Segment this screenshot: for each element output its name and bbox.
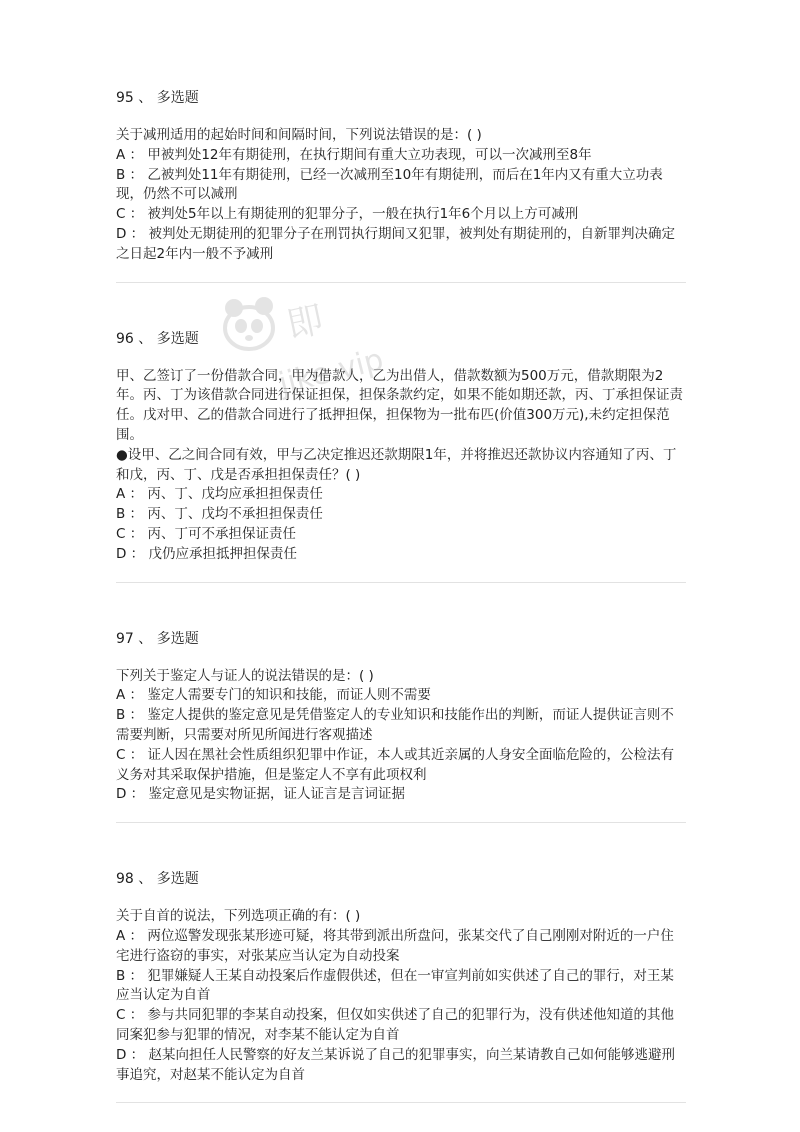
question-stem: 甲、乙签订了一份借款合同，甲为借款人，乙为出借人，借款数额为500万元，借款期限为2年。丙、丁为该借款合同进行保证担保，担保条款约定，如果不能如期还款，丙、丁承担保证责任。戊对甲、乙的借款合同进行了抵押担保，担保物为一批布匹(价值300万元),未约定担保范围。: [116, 367, 683, 443]
question-95: [116, 88, 686, 283]
question-header: 96 、 多选题: [116, 330, 199, 347]
option-c: C ： 被判处5年以上有期徒刑的犯罪分子，一般在执行1年6个月以上方可减刑: [116, 206, 579, 223]
question-96: [116, 329, 686, 583]
divider: [116, 1102, 686, 1103]
option-c: C ： 证人因在黑社会性质组织犯罪中作证，本人或其近亲属的人身安全面临危险的，公检法有义务对其采取保护措施，但是鉴定人不享有此项权利: [116, 746, 675, 783]
watermark-text-url: jike.vip: [275, 342, 387, 402]
divider: [116, 582, 686, 583]
option-b: B ： 鉴定人提供的鉴定意见是凭借鉴定人的专业知识和技能作出的判断，而证人提供证言则不需要判断，只需要对所见所闻进行客观描述: [116, 707, 674, 743]
option-d: D ： 戊仍应承担抵押担保责任: [116, 545, 297, 562]
question-header: 98 、 多选题: [116, 871, 199, 888]
divider: [116, 822, 686, 823]
question-list: [116, 88, 686, 1103]
question-97: [116, 629, 686, 824]
option-b: B ： 犯罪嫌疑人王某自动投案后作虚假供述，但在一审宣判前如实供述了自己的罪行，对王某应当认定为自首: [116, 967, 674, 1004]
option-b: B ： 乙被判处11年有期徒刑，已经一次减刑至10年有期徒刑，而后在1年内又有重大立功表现，仍然不可以减刑: [116, 166, 663, 203]
question-stem: 关于减刑适用的起始时间和间隔时间，下列说法错误的是：( ): [116, 127, 482, 143]
option-d: D ： 赵某向担任人民警察的好友兰某诉说了自己的犯罪事实，向兰某请教自己如何能够逃避刑事追究，对赵某不能认定为自首: [116, 1046, 675, 1083]
option-c: C ： 丙、丁可不承担保证责任: [116, 525, 297, 542]
option-d: D ： 鉴定意见是实物证据，证人证言是言词证据: [116, 786, 405, 803]
watermark-text-cn: 即: [283, 299, 328, 347]
question-stem: 下列关于鉴定人与证人的说法错误的是：( ): [116, 667, 374, 684]
question-header: 95 、 多选题: [116, 90, 199, 106]
option-a: A ： 鉴定人需要专门的知识和技能，而证人则不需要: [116, 687, 431, 704]
question-98: [116, 869, 686, 1103]
option-b: B ： 丙、丁、戊均不承担担保责任: [116, 506, 323, 523]
divider: [116, 282, 686, 283]
option-a: A ： 丙、丁、戊均应承担担保责任: [116, 486, 323, 503]
option-d: D ： 被判处无期徒刑的犯罪分子在刑罚执行期间又犯罪，被判处有期徒刑的，自新罪判决确定之日起2年内一般不予减刑: [116, 225, 675, 262]
option-c: C ： 参与共同犯罪的李某自动投案，但仅如实供述了自己的犯罪行为，没有供述他知道的其他同案犯参与犯罪的情况，对李某不能认定为自首: [116, 1007, 675, 1043]
option-a: A ： 两位巡警发现张某形迹可疑，将其带到派出所盘问，张某交代了自己刚刚对附近的一户住宅进行盗窃的事实，对张某应当认定为自动投案: [116, 927, 674, 964]
question-sub-stem: ●设甲、乙之间合同有效，甲与乙决定推迟还款期限1年，并将推迟还款协议内容通知了丙、丁和戊，丙、丁、戊是否承担担保责任？( ): [116, 446, 677, 483]
question-stem: 关于自首的说法，下列选项正确的有：( ): [116, 908, 361, 925]
question-header: 97 、 多选题: [116, 630, 199, 647]
option-a: A ： 甲被判处12年有期徒刑，在执行期间有重大立功表现，可以一次减刑至8年: [116, 146, 592, 163]
